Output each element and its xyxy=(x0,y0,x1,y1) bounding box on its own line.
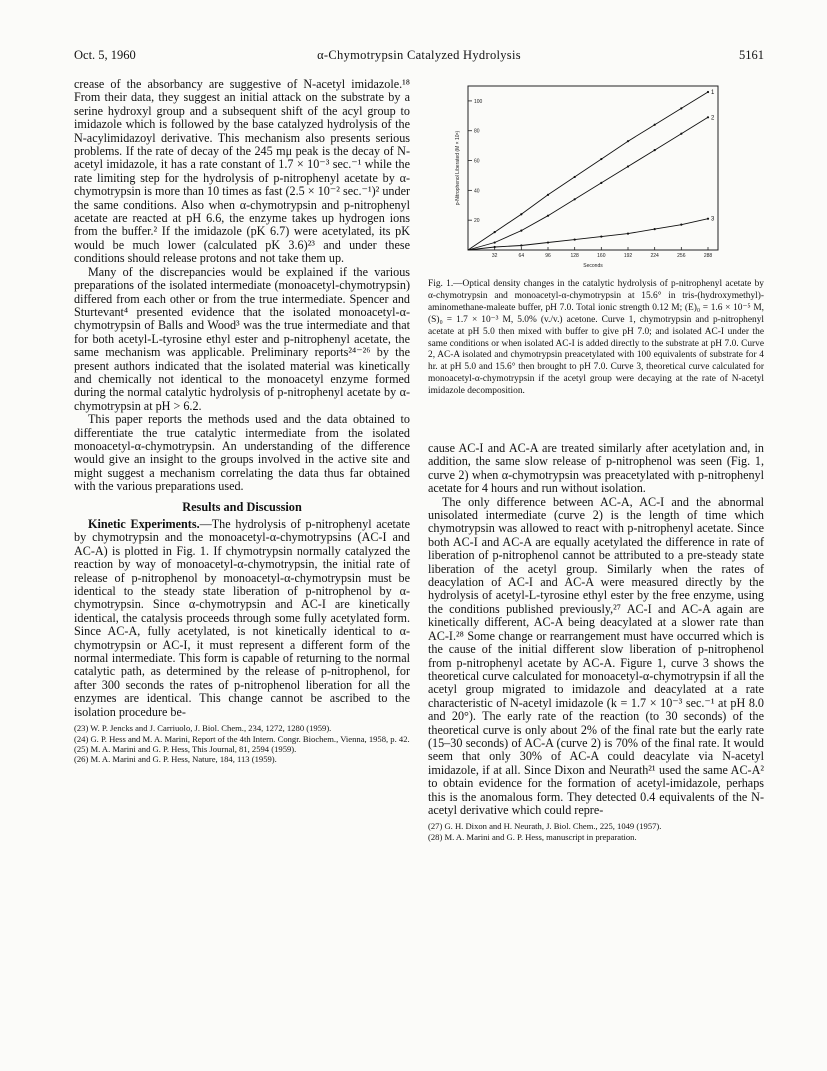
data-point xyxy=(680,224,682,226)
right-column xyxy=(428,442,764,842)
run-in-heading: Kinetic Experiments. xyxy=(88,517,200,531)
data-point xyxy=(654,124,656,126)
data-point xyxy=(680,133,682,135)
data-point xyxy=(547,215,549,217)
data-point xyxy=(520,230,522,232)
page-header xyxy=(74,48,764,66)
footnotes xyxy=(428,821,764,842)
plot-frame xyxy=(468,86,718,250)
data-point xyxy=(574,198,576,200)
x-tick-label: 32 xyxy=(491,253,498,259)
data-point xyxy=(494,231,496,233)
y-tick-label: 20 xyxy=(474,218,480,225)
x-tick-label: 160 xyxy=(597,253,606,259)
data-point xyxy=(654,228,656,230)
data-point xyxy=(707,116,709,118)
y-axis-label: p-Nitrophenol Liberated (M × 10⁶) xyxy=(455,130,461,206)
x-axis-label: Seconds xyxy=(583,263,603,269)
x-tick-label: 192 xyxy=(623,253,633,259)
data-point xyxy=(494,246,496,248)
x-tick-label: 96 xyxy=(545,253,551,259)
y-tick-label: 60 xyxy=(474,158,480,165)
curve-label: 2 xyxy=(711,115,715,122)
x-tick-label: 256 xyxy=(677,253,686,259)
left-column xyxy=(74,78,410,765)
data-point xyxy=(520,244,522,246)
data-point xyxy=(520,213,522,215)
data-point xyxy=(600,182,602,184)
paragraph: The only difference between AC-A, AC-I and the abnormal unisolated intermediate (curve 2) is the length of time which chymotrypsin was allowed to react with p-nitrophenyl acetate. Since both AC-I and AC-A are equally acetylated the difference in rate of liberation of p-nitrophenol cannot be attributed to a pre-steady state liberation of the acetyl group. Similarly when the rates of deacylation of AC-I and AC-A were measured directly by the hydrolysis of acetyl-L-tyrosine ethyl ester by the free enzyme, using the conditions published previously,²⁷ AC-I and AC-A again are kinetically different, AC-A being deacylated at a slower rate than AC-I.²⁸ Some change or rearrangement must have occurred which is the cause of the initial different slow liberation of p-nitrophenol from p-nitrophenyl acetate by AC-A. Figure 1, curve 3 shows the theoretical curve calculated for monoacetyl-α-chymotrypsin if all the acetyl group migrated to imidazole and deacylated at a rate characteristic of N-acetyl imidazole (k = 1.7 × 10⁻³ sec.⁻¹ at pH 8.0 and 20°). The early rate of the reaction (to 30 seconds) of the theoretical curve is only about 2% of the final rate but the early rate (15–30 seconds) of AC-A (curve 2) is 70% of the final rate. It would seem that only 30% of AC-A could deacylate via N-acetyl imidazole, if at all. Since Dixon and Neurath²¹ used the same AC-A² to obtain evidence for the formation of acetyl-imidazole, perhaps this is the anomalous form. They detected 0.4 equivalents of the N-acetyl derivative which could repre- xyxy=(428,494,764,817)
x-tick-label: 64 xyxy=(518,253,525,259)
series-line-2 xyxy=(468,117,708,250)
y-tick-label: 80 xyxy=(474,128,480,135)
series-line-3 xyxy=(468,219,708,250)
footnote: (25) M. A. Marini and G. P. Hess, This Journal, 81, 2594 (1959). xyxy=(74,743,297,754)
paragraph xyxy=(74,518,410,719)
y-tick-label: 40 xyxy=(474,188,480,195)
data-point xyxy=(574,176,576,178)
figure-chart xyxy=(428,78,764,278)
footnote: (23) W. P. Jencks and J. Carriuolo, J. Biol. Chem., 234, 1272, 1280 (1959). xyxy=(74,723,332,734)
page-number: 5161 xyxy=(739,48,764,62)
x-tick-label: 224 xyxy=(650,253,659,259)
data-point xyxy=(574,238,576,240)
curve-label: 1 xyxy=(711,89,715,96)
data-point xyxy=(707,218,709,220)
running-title: α-Chymotrypsin Catalyzed Hydrolysis xyxy=(317,48,521,62)
data-point xyxy=(600,158,602,160)
data-point xyxy=(600,235,602,237)
paragraph-text: —The hydrolysis of p-nitrophenyl acetate by chymotrypsin and the monoacetyl-α-chymotrypsins (AC-I and AC-A) is plotted in Fig. 1. If chymotrypsin normally catalyzed the reaction by way of monoacetyl-α-chymotrypsin, the initial rate of release of p-nitrophenol by monoacetyl-α-chymotrypsin must be identical to the steady state liberation of p-nitrophenol by α-chymotrypsin. Since α-chymotrypsin and AC-I are kinetically identical, the catalysis proceeds through some fully acetylated form. Since AC-A, fully acetylated, is not kinetically identical to α-chymotrypsin or AC-I, it must represent a different form of the normal intermediate. This form is capable of returning to the normal catalytic path, as determined by the release of p-nitrophenol, for after 300 seconds the rates of p-nitrophenol liberation for all the enzymes are identical. This change cannot be ascribed to the isolation procedure be- xyxy=(74,517,410,719)
paragraph: crease of the absorbancy are suggestive of N-acetyl imidazole.¹⁸ From their data, they suggest an initial attack on the substrate by a serine hydroxyl group and a subsequent shift of the acyl group to imidazole which is followed by the base catalyzed hydrolysis of the N-acylimidazoyl derivative. This mechanism also presents serious problems. If the rate of decay of the 245 mμ peak is the decay of N-acetyl imidazole, it has a rate constant of 1.7 × 10⁻³ sec.⁻¹ while the rate limiting step for the hydrolysis of p-nitrophenyl acetate by α-chymotrypsin is more than 10 times as fast (2.5 × 10⁻² sec.⁻¹)² under the same conditions. Also when α-chymotrypsin and p-nitrophenyl acetate are reacted at pH 6.6, the enzyme takes up hydrogen ions from the buffer.² If the imidazole (pK 6.7) were acetylated, its pK would be much lower (calculated pK 3.6)²³ and under these conditions should release protons and not take them up. xyxy=(74,77,410,266)
curve-label: 3 xyxy=(711,216,715,223)
data-point xyxy=(627,233,629,235)
footnotes xyxy=(74,723,410,765)
data-point xyxy=(627,165,629,167)
data-point xyxy=(680,107,682,109)
figure-1 xyxy=(428,78,764,278)
paragraph: Many of the discrepancies would be explained if the various preparations of the isolated intermediate (monoacetyl-chymotrypsin) differed from each other or from the true intermediate. Spencer and Sturtevant⁴ presented evidence that the isolated monoacetyl-α-chymotrypsin of Balls and Wood³ was the true intermediate and that for both acetyl-L-tyrosine ethyl ester and p-nitrophenyl acetate, the same mechanism was applicable. Preliminary reports²⁴⁻²⁶ by the present authors indicated that the isolated material was kinetically and chemically not identical to the monoacetyl enzyme formed during the normal catalytic hydrolysis of p-nitrophenyl acetate by α-chymotrypsin at pH > 6.2. xyxy=(74,264,410,413)
header-date: Oct. 5, 1960 xyxy=(74,48,136,62)
paragraph: cause AC-I and AC-A are treated similarly after acetylation and, in addition, the same slow release of p-nitrophenol was seen (Fig. 1, curve 2) when α-chymotrypsin was preacetylated with p-nitrophenyl acetate for 4 hours and run without isolation. xyxy=(428,441,764,496)
x-tick-label: 128 xyxy=(570,253,579,259)
data-point xyxy=(627,140,629,142)
footnote: (28) M. A. Marini and G. P. Hess, manuscript in preparation. xyxy=(428,831,637,842)
data-point xyxy=(707,91,709,93)
footnote: (24) G. P. Hess and M. A. Marini, Report of the 4th Intern. Congr. Biochem., Vienna, 1958, p. 42. xyxy=(74,733,410,744)
footnote: (27) G. H. Dixon and H. Neurath, J. Biol. Chem., 225, 1049 (1957). xyxy=(428,821,662,832)
data-point xyxy=(547,194,549,196)
paragraph: This paper reports the methods used and the data obtained to differentiate the true catalytic intermediate from the isolated monoacetyl-α-chymotrypsin. An understanding of the difference would give an insight to the groups involved in the active site and might suggest a mechanism correlating the data thus far obtained with the various preparations used. xyxy=(74,412,410,494)
data-point xyxy=(547,241,549,243)
figure-caption: Fig. 1.—Optical density changes in the catalytic hydrolysis of p-nitrophenyl acetate by α-chymotrypsin and monoacetyl-α-chymotrypsin at 15.6° in tris-(hydroxymethyl)-aminomethane-maleate buffer, pH 7.0. Total ionic strength 0.12 M; (E)₀ = 1.6 × 10⁻⁵ M, (S)₀ = 1.7 × 10⁻³ M, 5.0% (v./v.) acetone. Curve 1, chymotrypsin and p-nitrophenyl acetate at pH 5.0 then mixed with buffer to give pH 7.0; and isolated AC-I under the same conditions or when isolated AC-I is added directly to the substrate at pH 7.0. Curve 2, AC-A isolated and chymotrypsin preacetylated with 100 equivalents of substrate for 4 hr. at pH 5.0 and 15.6° then brought to pH 7.0. Curve 3, theoretical curve calculated for monoacetyl-α-chymotrypsin if the acetyl group were decaying at the rate of N-acetyl imidazole decomposition. xyxy=(428,279,764,397)
data-point xyxy=(654,149,656,151)
data-point xyxy=(494,241,496,243)
y-tick-label: 100 xyxy=(474,98,483,105)
x-tick-label: 288 xyxy=(703,253,713,259)
footnote: (26) M. A. Marini and G. P. Hess, Nature, 184, 113 (1959). xyxy=(74,754,277,765)
section-heading: Results and Discussion xyxy=(182,499,302,514)
